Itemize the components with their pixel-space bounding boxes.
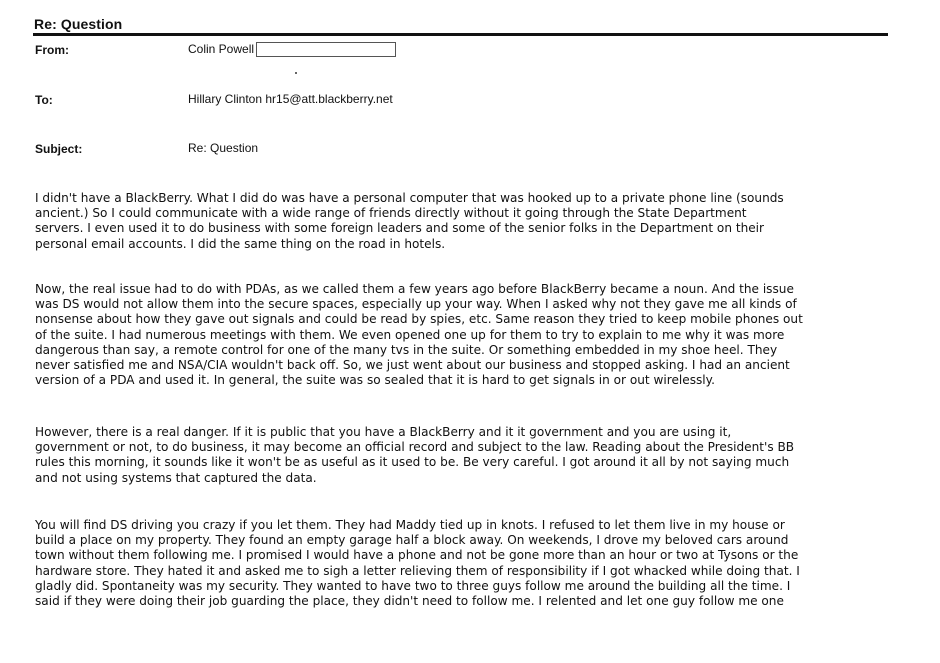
email-title: Re: Question	[34, 16, 123, 32]
body-line: never satisfied me and NSA/CIA wouldn't back off. So, we just went about our business and stopped asking. I had an ancient	[35, 358, 790, 373]
body-line: and not using systems that captured the data.	[35, 470, 317, 485]
subject-value: Re: Question	[188, 141, 259, 155]
body-line: However, there is a real danger. If it is public that you have a BlackBerry and it it government and you are using it,	[35, 425, 732, 439]
body-line: ancient.) So I could communicate with a wide range of friends directly without it going through the State Department	[35, 206, 747, 221]
body-line: said if they were doing their job guarding the place, they didn't need to follow me. I relented and let one guy follow me one	[35, 594, 784, 609]
body-line: government or not, to do business, it may become an official record and subject to the law. Reading about the President's BB	[35, 440, 795, 455]
to-label: To:	[35, 93, 53, 107]
body-line: nonsense about how they gave out signals and could be read by spies, etc. Same reason they tried to keep mobile phones out	[35, 312, 803, 327]
body-line: town without them following me. I promised I would have a phone and not be gone more than an hour or two at Tysons or the	[35, 548, 799, 563]
body-line: version of a PDA and used it. In general, the suite was so sealed that it is hard to get signals in or out wirelessly.	[35, 373, 715, 388]
body-line: build a place on my property. They found an empty garage half a block away. On weekends, I drove my beloved cars around	[35, 533, 789, 548]
redaction-box	[256, 42, 396, 57]
body-line: rules this morning, it sounds like it won't be as useful as it used to be. Be very careful. I got around it all by not saying much	[35, 455, 790, 470]
body-line: I didn't have a BlackBerry. What I did do was have a personal computer that was hooked up to a private phone line (sounds	[35, 191, 784, 205]
body-line: You will find DS driving you crazy if you let them. They had Maddy tied up in knots. I refused to let them live in my house or	[35, 518, 785, 532]
to-value: Hillary Clinton hr15@att.blackberry.net	[188, 92, 393, 106]
body-line: of the suite. I had numerous meetings with them. We even opened one up for them to try to explain to me why it was more	[35, 327, 785, 342]
body-line: personal email accounts. I did the same thing on the road in hotels.	[35, 236, 446, 251]
from-row	[188, 42, 396, 57]
paragraph-4	[35, 518, 905, 609]
subject-label: Subject:	[35, 142, 83, 156]
paragraph-2	[35, 282, 905, 388]
from-value: Colin Powell	[188, 42, 255, 56]
scan-speck	[295, 72, 297, 74]
body-line: servers. I even used it to do business with some foreign leaders and some of the senior folks in the Department on their	[35, 221, 765, 236]
title-divider	[33, 33, 888, 36]
body-line: was DS would not allow them into the secure spaces, especially up your way. When I asked why not they gave me all kinds of	[35, 297, 797, 312]
body-line: Now, the real issue had to do with PDAs, as we called them a few years ago before BlackBerry became a noun. And the issue	[35, 282, 794, 296]
from-label: From:	[35, 43, 69, 57]
body-line: hardware store. They hated it and asked me to sigh a letter relieving them of responsibility if I got whacked while doing that. I	[35, 563, 800, 578]
paragraph-3	[35, 425, 905, 486]
paragraph-1	[35, 191, 905, 252]
body-line: gladly did. Spontaneity was my security. They wanted to have two to three guys follow me around the building all the time. I	[35, 578, 791, 593]
body-line: dangerous than say, a remote control for one of the many tvs in the suite. Or something embedded in my shoe heel. They	[35, 342, 778, 357]
